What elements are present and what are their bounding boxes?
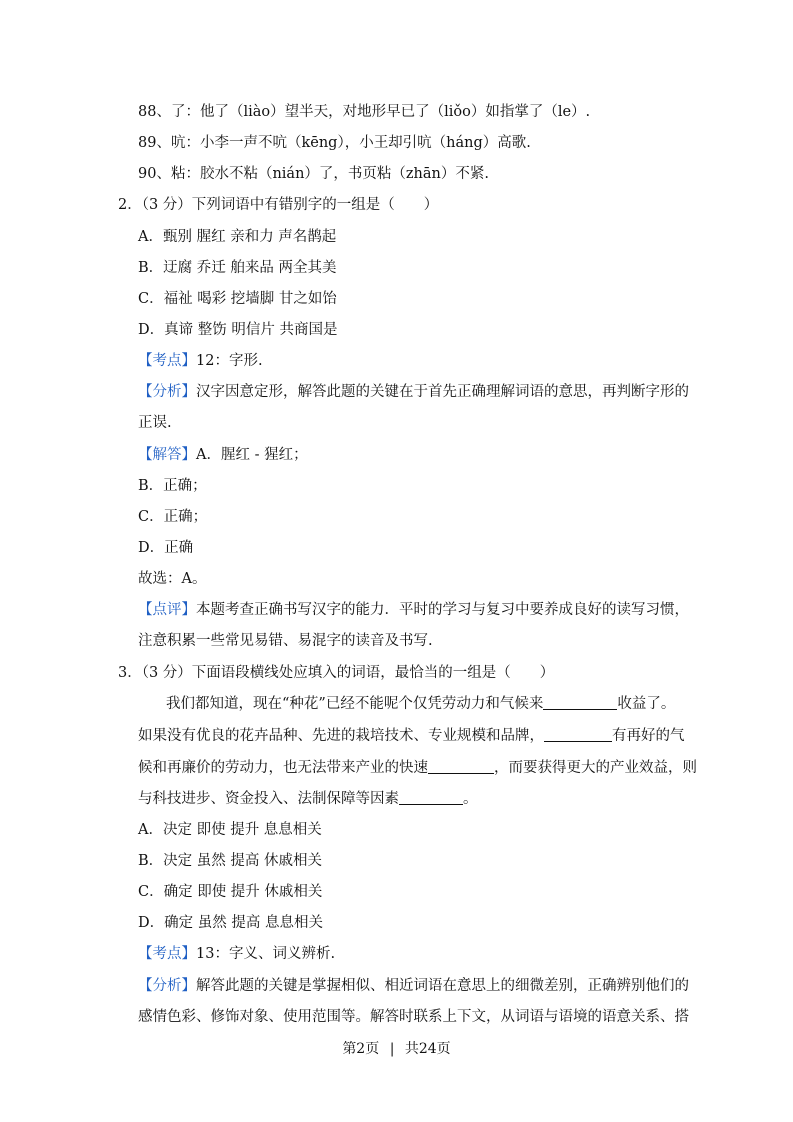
q2-fenxi-cont: 正误. (138, 415, 172, 431)
passage-text: 我们都知道，现在“种花”已经不能呢个仅凭劳动力和气候来 (166, 696, 544, 712)
footer-separator: | (389, 1041, 395, 1057)
q3-option-d: D．确定 虽然 提高 息息相关 (138, 915, 323, 931)
question-3-stem: 3．（3 分）下面语段横线处应填入的词语，最恰当的一组是（ ） (118, 665, 555, 681)
q3-option-c: C．确定 即使 提升 休戚相关 (138, 884, 323, 900)
q2-option-d: D．真谛 整饬 明信片 共商国是 (138, 322, 338, 338)
fenxi-tag: 【分析】 (138, 978, 196, 994)
passage-text: ，而要获得更大的产业效益，则 (494, 760, 697, 776)
q2-answer-c: C．正确； (138, 509, 208, 525)
q2-dianping (138, 601, 689, 619)
jieda-text: A．腥红 - 猩红； (196, 447, 308, 463)
fill-blank-4 (399, 790, 463, 805)
q2-option-b: B．迂腐 乔迁 舶来品 两全其美 (138, 260, 337, 276)
q2-dianping-cont: 注意积累一些常见易错、易混字的读音及书写. (138, 633, 433, 649)
kaodian-text: 12：字形. (196, 353, 263, 369)
q3-passage-line-4 (138, 790, 478, 808)
jieda-tag: 【解答】 (138, 447, 196, 463)
kaodian-tag: 【考点】 (138, 353, 196, 369)
q3-fenxi-cont: 感情色彩、修饰对象、使用范围等。解答时联系上下文，从词语与语境的语意关系、搭 (138, 1009, 689, 1025)
fenxi-text: 解答此题的关键是掌握相似、相近词语在意思上的细微差别，正确辨别他们的 (196, 978, 689, 994)
q3-passage-line-3 (138, 759, 697, 777)
q2-choice: 故选：A。 (138, 571, 207, 587)
passage-text: 候和再廉价的劳动力，也无法带来产业的快速 (138, 760, 428, 776)
kaodian-text: 13：字义、词义辨析. (196, 946, 336, 962)
text-line-88: 88、了：他了（liào）望半天，对地形早已了（liǒo）如指掌了（le）. (138, 104, 591, 120)
passage-text: 收益了。 (617, 696, 676, 712)
q2-option-c: C．福祉 喝彩 挖墙脚 甘之如饴 (138, 291, 337, 307)
q2-jieda (138, 446, 308, 464)
passage-text: 有再好的气 (612, 728, 685, 744)
dianping-tag: 【点评】 (138, 602, 196, 618)
q2-option-a: A．甄别 腥红 亲和力 声名鹊起 (138, 229, 337, 245)
fill-blank-1 (543, 695, 617, 710)
passage-text: 如果没有优良的花卉品种、先进的栽培技术、专业规模和品牌， (138, 728, 544, 744)
text-line-90: 90、粘：胶水不粘（nián）了，书页粘（zhān）不紧. (138, 166, 489, 182)
q2-answer-d: D．正确 (138, 540, 194, 556)
fill-blank-3 (428, 759, 494, 774)
q2-kaodian (138, 352, 263, 370)
q3-passage-line-1 (166, 695, 675, 713)
q2-fenxi (138, 383, 689, 401)
text-line-89: 89、吭：小李一声不吭（kēng），小王却引吭（háng）高歌. (138, 135, 531, 151)
q3-kaodian (138, 945, 335, 963)
fenxi-tag: 【分析】 (138, 384, 196, 400)
page-footer (0, 1038, 793, 1058)
q3-option-b: B．决定 虽然 提高 休戚相关 (138, 853, 322, 869)
passage-text: 与科技进步、资金投入、法制保障等因素 (138, 791, 399, 807)
q3-passage-line-2 (138, 727, 685, 745)
passage-text: 。 (463, 791, 478, 807)
fenxi-text: 汉字因意定形，解答此题的关键在于首先正确理解词语的意思，再判断字形的 (196, 384, 689, 400)
q3-option-a: A．决定 即使 提升 息息相关 (138, 822, 322, 838)
question-2-stem: 2．（3 分）下列词语中有错别字的一组是（ ） (118, 197, 439, 213)
q2-answer-b: B．正确； (138, 478, 207, 494)
kaodian-tag: 【考点】 (138, 946, 196, 962)
q3-fenxi (138, 977, 689, 995)
fill-blank-2 (544, 727, 612, 742)
page-total: 共24页 (404, 1041, 451, 1057)
page-number: 第2页 (342, 1041, 380, 1057)
dianping-text: 本题考查正确书写汉字的能力．平时的学习与复习中要养成良好的读写习惯， (196, 602, 689, 618)
